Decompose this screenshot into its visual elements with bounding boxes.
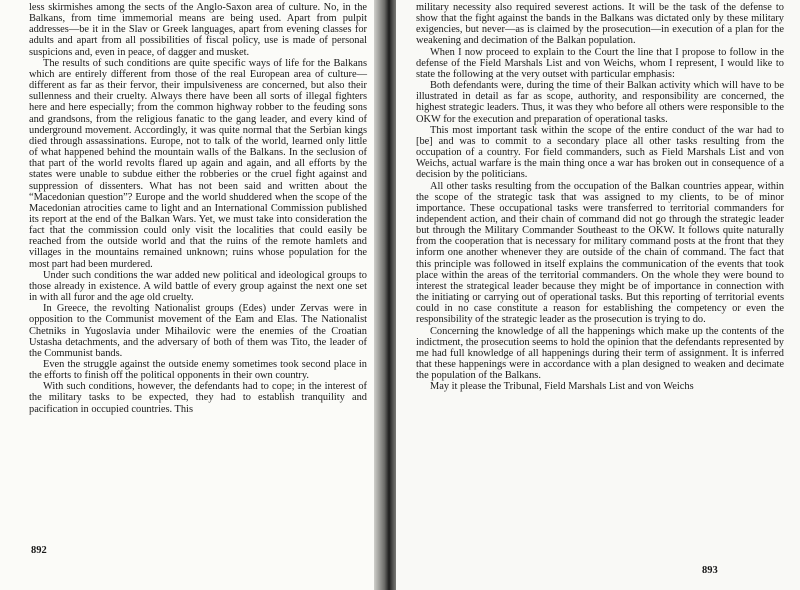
left-paragraph-4: In Greece, the revolting Nationalist groups (Edes) under Zervas were in opposition to the Communist movement of the Eam and Elas. The Nationalist Chetniks in Yugoslavia under Mihailovic were the enemies of the Croatian Ustasha detachments, and the adversary of both of them was Tito, the leader of the Communist bands.	[29, 303, 367, 359]
right-page-text	[416, 2, 784, 392]
right-paragraph-3: Both defendants were, during the time of their Balkan activity which will have to be illustrated in detail as far as scope, authority, and responsibility are concerned, the highest strategic leaders. Thus, it was they who before all others were responsible to the OKW for the execution and preparation of operational tasks.	[416, 80, 784, 125]
right-paragraph-6: Concerning the knowledge of all the happenings which make up the contents of the indictment, the prosecution seems to hold the opinion that the defendants represented by me had full knowledge of all happenings during their term of assignment. It is inferred that these happenings were in accordance with a plan designed to weaken and decimate the population of the Balkans.	[416, 325, 784, 382]
right-paragraph-1: military necessity also required severest actions. It will be the task of the defense to show that the fight against the bands in the Balkans was dictated only by these military exigencies, but never—as is claimed by the prosecution—in execution of a plan for the weakening and decimation of the Balkan population.	[416, 2, 784, 47]
left-page-number: 892	[31, 545, 47, 556]
right-paragraph-4: This most important task within the scope of the entire conduct of the war had to [be] and was to commit to a secondary place all other tasks resulting from the occupation of a country. For field commanders, such as Field Marshals List and von Weichs, actual warfare is the main thing once a war has broken out in consequence of a decision by the politicians.	[416, 124, 784, 181]
right-paragraph-7: May it please the Tribunal, Field Marshals List and von Weichs	[430, 381, 694, 393]
left-paragraph-6: With such conditions, however, the defendants had to cope; in the interest of the military tasks to be expected, they had to establish tranquility and pacification in occupied countries. This	[29, 381, 367, 415]
left-paragraph-3: Under such conditions the war added new political and ideological groups to those already in existence. A wild battle of every group against the next one set in with all furor and the age old cruelty.	[29, 269, 367, 304]
left-page-text	[29, 2, 367, 415]
right-paragraph-5: All other tasks resulting from the occupation of the Balkan countries appear, within the scope of the strategic task that was assigned to my clients, to be of minor importance. These occupational tasks were transferred to territorial commanders for independent action, and their chain of command did not go through the strategic leader but through the Military Commander Southeast to the OKW. It follows quite naturally from the cooperation that is necessary for military command posts at the front that they inform one another whenever they are outside of the chain of command. The fact that this principle was followed in itself explains the communication of the events that took place within the areas of the territorial commanders. On the whole they were bound to interest the strategical leader because they might be of importance in connection with the initiating or carrying out of operational tasks. But this reporting of territorial events could in no case constitute a reason for establishing the competency or even the responsibility of the strategic leader as the prosecution is trying to do.	[416, 180, 784, 326]
left-paragraph-2: The results of such conditions are quite specific ways of life for the Balkans which are entirely different from those of the real European area of culture—different as far as their fervor, their impulsiveness are concerned, but also their sullenness and their cruelty. Always there have been all sorts of illegal fighters here and here especially; from the common highway robber to the feuding sons and grandsons, from the religious fanatic to the gang leader, and every kind of underground movement. Accordingly, it was quite normal that the Serbian kings died through assassinations. Europe, not to talk of the world, learned only little of what happened behind the mountain walls of the Balkans. In the seclusion of that part of the world revolts flared up again and again, and all efforts by the states were unable to subdue either the robberies or the cruel fight against and suppression of dissenters. What has not been said and written about the “Macedonian question”? Europe and the world shuddered when the scope of the Macedonian atrocities came to light and an International Commission published its report at the end of the Balkan Wars. Yet, we must take into consideration the fact that the commission could only visit the localities that could easily be reached from the outside world and that the ruins of the remote hamlets and villages in the mountains remained unknown; ruins whose population for the most part had been murdered.	[29, 57, 367, 270]
right-page	[396, 0, 800, 590]
left-page	[0, 0, 380, 590]
left-paragraph-1: less skirmishes among the sects of the Anglo-Saxon area of culture. No, in the Balkans, from time immemorial means are being used. Apart from pulpit addresses—be it in the Slav or Greek languages, apart from evening classes for adults and apart from all possibilities of fiscal policy, use is made of personal suspicions and, even in peace, of dagger and musket.	[29, 2, 367, 58]
right-paragraph-2: When I now proceed to explain to the Court the line that I propose to follow in the defense of the Field Marshals List and von Weichs, whom I represent, I would like to state the following at the very outset with particular emphasis:	[416, 46, 784, 80]
left-paragraph-5: Even the struggle against the outside enemy sometimes took second place in the efforts to finish off the political opponents in their own country.	[29, 359, 367, 382]
right-page-number: 893	[702, 565, 718, 576]
